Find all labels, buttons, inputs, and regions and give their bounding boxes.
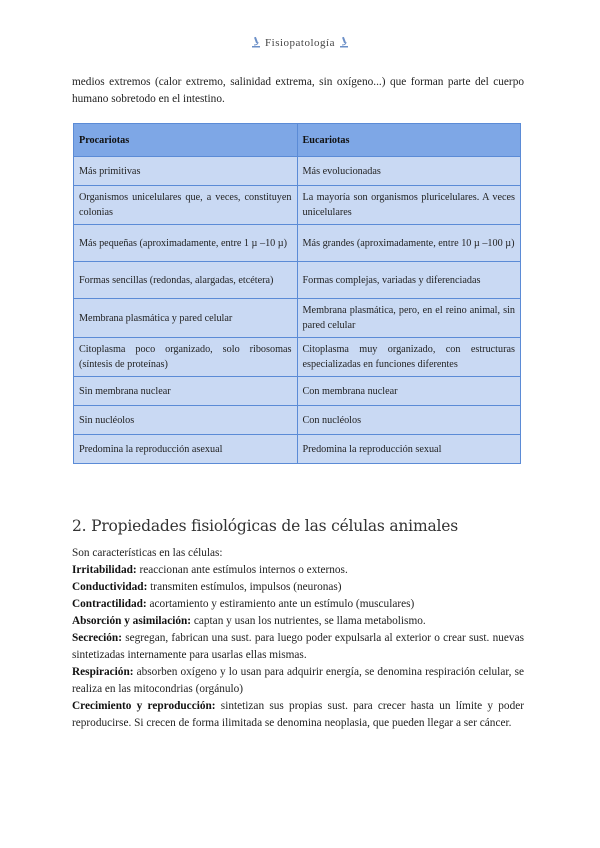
header-title: Fisiopatología [265,37,335,49]
microscope-icon [338,36,350,48]
property-text: sintetizan sus propias sust. para crecer hasta un límite y poder reproducirse. Si crecen de forma ilimitada se denomina neoplasia, que pueden llegar a ser cáncer. [72,700,524,729]
table-row [74,406,521,435]
table-row [74,377,521,406]
table-row [74,299,521,338]
property-text: reaccionan ante estímulos internos o externos. [136,564,348,576]
section-lead: Son características en las células: [72,547,223,559]
table-cell: Más grandes (aproximadamente, entre 10 µ –100 µ) [297,225,521,262]
property-text: captan y usan los nutrientes, se llama metabolismo. [191,615,426,627]
page-header [0,36,600,49]
property-term: Absorción y asimilación: [72,615,192,627]
table-row [74,186,521,225]
table-header-cell: Eucariotas [297,124,521,157]
table-cell: Predomina la reproducción sexual [297,435,521,464]
comparison-table [73,123,521,464]
section-title: 2. Propiedades fisiológicas de las células animales [72,517,458,535]
property-item [72,562,524,579]
property-term: Irritabilidad: [72,564,137,576]
property-text: acortamiento y estiramiento ante un estímulo (musculares) [146,598,415,610]
property-text: segregan, fabrican una sust. para luego poder expulsarla al exterior o crear sust. nuevas sintetizadas internamente para usarlas ellas mismas. [72,632,524,661]
property-item [72,579,524,596]
table-cell: Sin membrana nuclear [74,377,298,406]
table-cell: Predomina la reproducción asexual [74,435,298,464]
property-text: absorben oxígeno y lo usan para adquirir energía, se denomina respiración celular, se realiza en las mitocondrias (orgánulo) [72,666,524,695]
table-cell: Formas complejas, variadas y diferenciadas [297,262,521,299]
property-item [72,698,524,732]
property-term: Contractilidad: [72,598,147,610]
table-cell: Citoplasma muy organizado, con estructuras especializadas en funciones diferentes [297,338,521,377]
table-row [74,338,521,377]
table-header-row [74,124,521,157]
microscope-icon [250,36,262,48]
table-cell: La mayoría son organismos pluricelulares. A veces unicelulares [297,186,521,225]
table-cell: Más primitivas [74,157,298,186]
table-cell: Citoplasma poco organizado, solo ribosomas (síntesis de proteínas) [74,338,298,377]
table-cell: Formas sencillas (redondas, alargadas, etcétera) [74,262,298,299]
properties-list [72,545,524,732]
property-item [72,664,524,698]
intro-paragraph: medios extremos (calor extremo, salinidad extrema, sin oxígeno...) que forman parte del cuerpo humano sobretodo en el intestino. [72,76,524,105]
table-cell: Con nucléolos [297,406,521,435]
table-cell: Organismos unicelulares que, a veces, constituyen colonias [74,186,298,225]
table-cell: Membrana plasmática, pero, en el reino animal, sin pared celular [297,299,521,338]
table-cell: Más pequeñas (aproximadamente, entre 1 µ –10 µ) [74,225,298,262]
property-item [72,596,524,613]
table-cell: Sin nucléolos [74,406,298,435]
table-cell: Membrana plasmática y pared celular [74,299,298,338]
property-term: Respiración: [72,666,134,678]
table-cell: Con membrana nuclear [297,377,521,406]
table-row [74,435,521,464]
property-term: Secreción: [72,632,122,644]
property-term: Crecimiento y reproducción: [72,700,216,712]
table-row [74,262,521,299]
property-term: Conductividad: [72,581,148,593]
table-cell: Más evolucionadas [297,157,521,186]
table-row [74,157,521,186]
property-item [72,613,524,630]
table-header-cell: Procariotas [74,124,298,157]
table-row [74,225,521,262]
property-text: transmiten estímulos, impulsos (neuronas) [147,581,342,593]
property-item [72,630,524,664]
